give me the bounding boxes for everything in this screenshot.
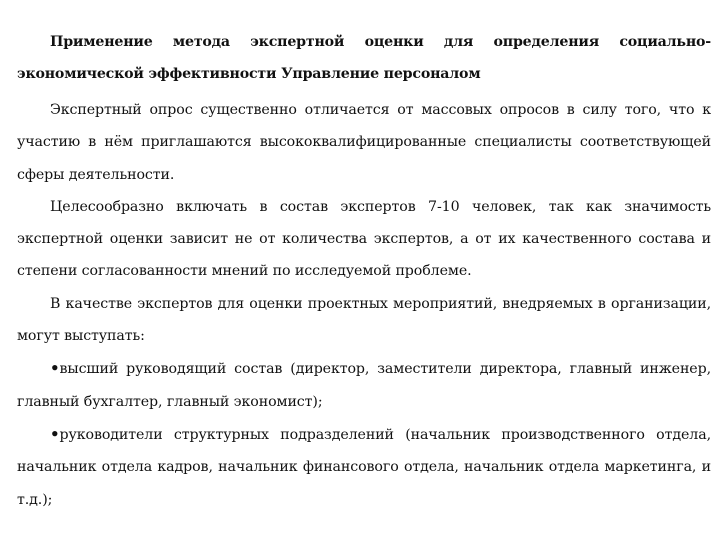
bullet-text: высший руководящий состав (директор, заместители директора, главный инженер, главный бухгалтер, главный экономист); <box>17 361 711 410</box>
bullet-icon: • <box>50 424 60 443</box>
document-heading: Применение метода экспертной оценки для определения социально-экономической эффективности Управление персоналом <box>17 34 711 82</box>
paragraph-expert-count: Целесообразно включать в состав экспертов 7-10 человек, так как значимость экспертной оценки зависит не от количества экспертов, а от их качественного состава и степени согласованности мнений по исследуемой проблеме. <box>17 198 711 280</box>
bullet-icon: • <box>50 359 60 378</box>
paragraph-expert-survey: Экспертный опрос существенно отличается от массовых опросов в силу того, что к участию в нём приглашаются высококвалифицированные специалисты соответствующей сферы деятельности. <box>17 102 711 183</box>
bullet-text: руководители структурных подразделений (начальник производственного отдела, начальник отдела кадров, начальник финансового отдела, начальник отдела маркетинга, и т.д.); <box>17 426 711 508</box>
bullet-item-department-heads <box>17 418 711 516</box>
paragraph-expert-roles-intro: В качестве экспертов для оценки проектных мероприятий, внедряемых в организации, могут выступать: <box>17 295 711 345</box>
bullet-item-top-management <box>17 352 711 418</box>
document-page <box>17 26 711 526</box>
